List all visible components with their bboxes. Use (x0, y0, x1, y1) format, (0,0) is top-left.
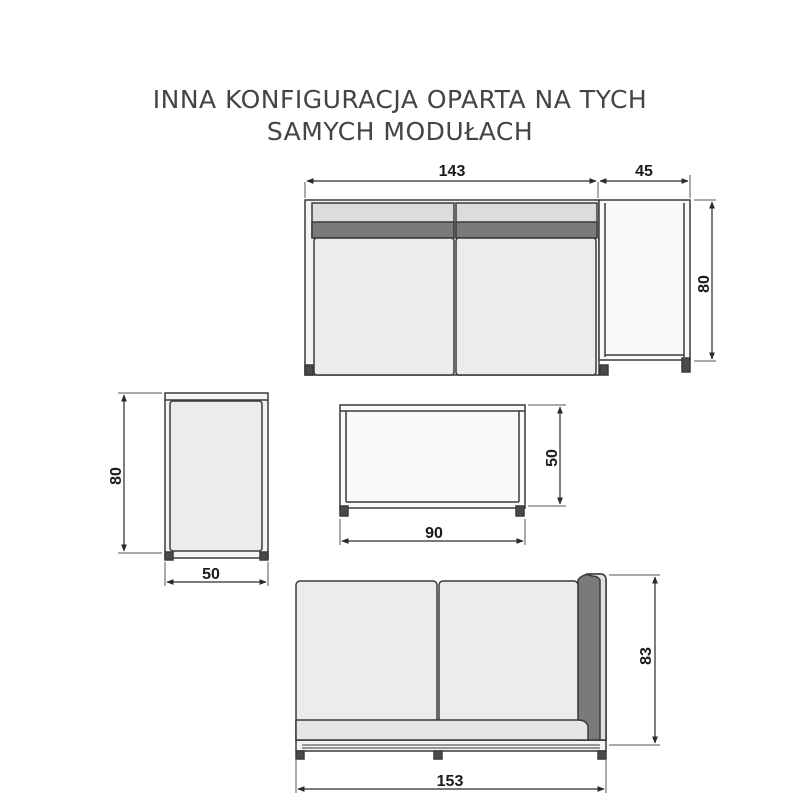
table-leg-left (340, 506, 348, 516)
corner-sofa-leg-left (296, 751, 304, 759)
corner-sofa-cushion-left (296, 581, 437, 723)
sofa-backrest-right (456, 222, 597, 238)
sofa-seat-left (314, 238, 454, 375)
sofa-seat-right (456, 238, 596, 375)
dim-label-corner-depth: 83 (638, 647, 655, 665)
dim-label-table-depth: 50 (544, 449, 561, 467)
side-module-leg (682, 358, 690, 372)
dim-sofa-depth (694, 200, 716, 361)
side-module (599, 200, 690, 372)
dim-side-module-width (600, 163, 690, 198)
dim-armchair-width (165, 562, 268, 586)
dim-label-armchair-depth: 80 (108, 467, 125, 485)
armchair-cushion (170, 401, 262, 551)
dim-label-corner-width: 153 (436, 773, 464, 790)
corner-sofa (296, 574, 606, 759)
dim-armchair-depth (108, 393, 162, 553)
two-seat-sofa (305, 200, 608, 375)
dim-table-depth (528, 405, 566, 506)
sofa-backrest-left (312, 222, 454, 238)
title-line-1: INNA KONFIGURACJA OPARTA NA TYCH (152, 85, 648, 114)
dim-label-sofa-depth: 80 (696, 275, 713, 293)
dim-corner-depth (609, 575, 660, 745)
dim-label-sofa-width: 143 (438, 163, 466, 180)
armchair (165, 393, 268, 560)
title-line-2: SAMYCH MODUŁACH (266, 117, 534, 146)
table-frame (340, 405, 525, 508)
sofa-leg-right (600, 365, 608, 375)
dim-corner-width (296, 760, 606, 793)
armchair-leg-left (165, 552, 173, 560)
coffee-table (340, 405, 525, 516)
dim-label-armchair-width: 50 (202, 566, 220, 583)
corner-sofa-seat-edge (296, 720, 588, 740)
corner-sofa-cushion-right (439, 581, 578, 723)
armchair-leg-right (260, 552, 268, 560)
side-module-frame (599, 200, 690, 360)
sofa-leg-left (305, 365, 313, 375)
dim-label-side-module-width: 45 (635, 163, 653, 180)
dim-label-table-width: 90 (425, 525, 443, 542)
table-leg-right (516, 506, 524, 516)
dim-table-width (340, 519, 525, 545)
corner-sofa-leg-middle (434, 751, 442, 759)
corner-sofa-leg-right (598, 751, 606, 759)
dim-sofa-width (305, 163, 598, 198)
